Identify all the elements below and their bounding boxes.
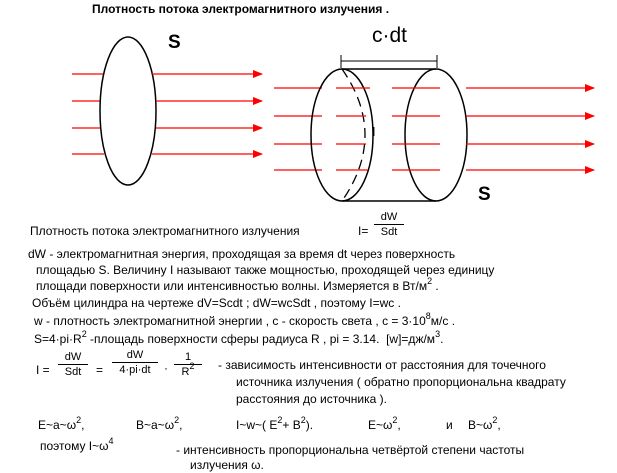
definition-denominator: Sdt [380, 226, 398, 238]
relation-E-omega: $E\sim\omega^2$, [368, 415, 401, 432]
cylinder [274, 69, 594, 201]
body-line-1: dW - электромагнитная энергия, проходящая за время dt через поверхность [28, 247, 456, 261]
formula-desc-2: источника излучения ( обратно пропорциональна квадрату [236, 375, 566, 389]
relation-B-omega: $B\sim\omega^2$, [468, 415, 501, 432]
right-s-label: S [478, 184, 491, 205]
formula-fraction-2: dW 4·pi·dt [112, 349, 158, 376]
cylinder-center-label: I [372, 124, 376, 139]
body-line-4: Объём цилиндра на чертеже dV=Scdt ; dW=wcSdt , поэтому I=wc . [32, 296, 401, 310]
left-surface [72, 37, 262, 185]
cdt-dimension [341, 55, 437, 68]
body-line-3: площади поверхности или интенсивностью волны. Измеряется в $Вт/м^2$ . [36, 276, 439, 293]
formula-desc-1: - зависимость интенсивности от расстояния для точечного [218, 358, 546, 372]
page-title: Плотность потока электромагнитного излучения . [92, 2, 390, 16]
formula-fraction-3: 1 $R^2$ [174, 351, 202, 378]
relation-and: и [446, 418, 453, 432]
definition-I-eq: I= [358, 224, 369, 238]
relation-B-a: $B\sim a\sim\omega^2$, [136, 415, 183, 432]
body-line-2: площадью S. Величину I называют также мощностью, проходящей через единицу [36, 263, 495, 277]
relation-therefore: поэтому $I\sim\omega^4$ [40, 436, 114, 453]
body-line-6: $S=4\cdot pi\cdot R^2$ -площадь поверхности сферы радиуса R , pi = 3.14. $[w]=дж/м^3$. [34, 329, 444, 346]
formula-dot: · [164, 361, 168, 375]
definition-fraction [374, 211, 404, 238]
formula-eq: = [96, 363, 104, 377]
relation-E-a: $E\sim a\sim\omega^2$, [38, 415, 85, 432]
body-line-5: w - плотность электромагнитной энергии , с - скорость света , $с = 3\cdot 10^8м/с$ . [34, 311, 456, 328]
flux-diagram [0, 0, 617, 215]
cdt-label: c·dt [372, 24, 408, 47]
left-s-label: S [168, 32, 181, 53]
relation-I-w: I~w~( $E^2+ B^2$). [236, 415, 314, 432]
formula-I-eq: I = [36, 363, 50, 377]
definition-prefix: Плотность потока электромагнитного излучения [30, 224, 300, 238]
formula-fraction-1: dW Sdt [58, 351, 88, 378]
formula-desc-3: расстояния до источника ). [236, 392, 387, 406]
definition-text [30, 224, 300, 238]
relation-conclusion-2: излучения ω. [190, 458, 264, 472]
definition-numerator: dW [380, 211, 398, 223]
relation-conclusion-1: - интенсивность пропорциональна четвёртой степени частоты [176, 443, 525, 457]
